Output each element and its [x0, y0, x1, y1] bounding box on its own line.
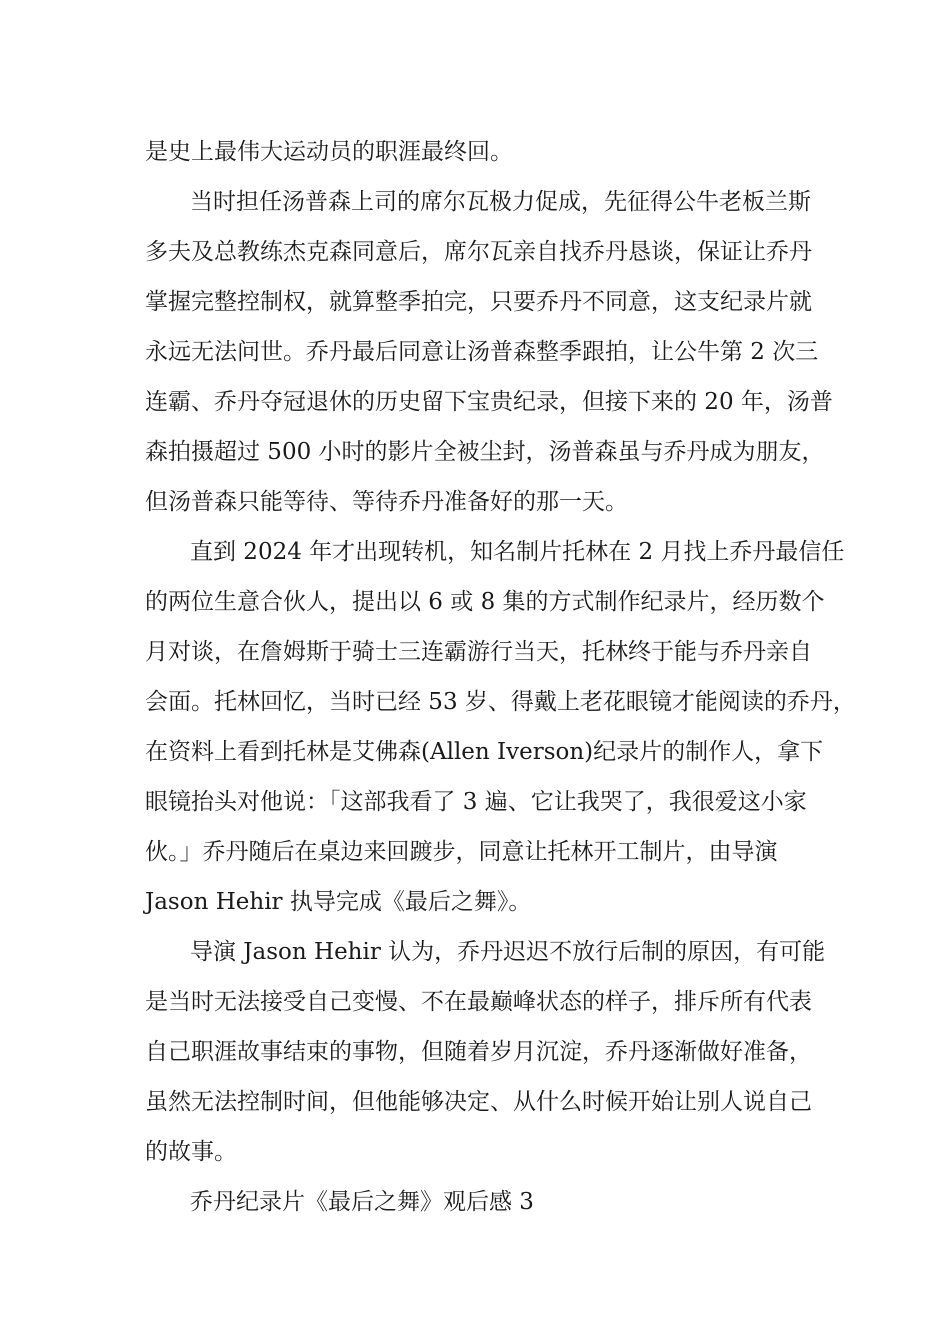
- text-line: 会面。托林回忆，当时已经 53 岁、得戴上老花眼镜才能阅读的乔丹，: [145, 689, 856, 715]
- section-heading: 乔丹纪录片《最后之舞》观后感 3: [190, 1189, 534, 1215]
- paragraph-first-line: 导演 Jason Hehir 认为，乔丹迟迟不放行后制的原因，有可能: [190, 939, 826, 965]
- text-line: 连霸、乔丹夺冠退休的历史留下宝贵纪录，但接下来的 20 年，汤普: [145, 389, 833, 415]
- text-line: 是史上最伟大运动员的职涯最终回。: [145, 139, 513, 165]
- text-line: 在资料上看到托林是艾佛森(Allen Iverson)纪录片的制作人，拿下: [145, 739, 824, 765]
- text-line: Jason Hehir 执导完成《最后之舞》。: [145, 889, 532, 915]
- text-line: 眼镜抬头对他说：「这部我看了 3 遍、它让我哭了，我很爱这小家: [145, 789, 807, 815]
- text-line: 伙。」乔丹随后在桌边来回踱步，同意让托林开工制片，由导演: [145, 839, 778, 865]
- text-line: 永远无法问世。乔丹最后同意让汤普森整季跟拍，让公牛第 2 次三: [145, 339, 819, 365]
- text-line: 多夫及总教练杰克森同意后，席尔瓦亲自找乔丹恳谈，保证让乔丹: [145, 239, 812, 265]
- text-line: 但汤普森只能等待、等待乔丹准备好的那一天。: [145, 489, 628, 515]
- text-line: 森拍摄超过 500 小时的影片全被尘封，汤普森虽与乔丹成为朋友，: [145, 439, 825, 465]
- text-line: 虽然无法控制时间，但他能够决定、从什么时候开始让别人说自己: [145, 1089, 812, 1115]
- text-line: 掌握完整控制权，就算整季拍完，只要乔丹不同意，这支纪录片就: [145, 289, 812, 315]
- text-line: 是当时无法接受自己变慢、不在最巅峰状态的样子，排斥所有代表: [145, 989, 812, 1015]
- paragraph-first-line: 当时担任汤普森上司的席尔瓦极力促成，先征得公牛老板兰斯: [190, 189, 811, 215]
- text-line: 月对谈，在詹姆斯于骑士三连霸游行当天，托林终于能与乔丹亲自: [145, 639, 812, 665]
- text-line: 自己职涯故事结束的事物，但随着岁月沉淀，乔丹逐渐做好准备，: [145, 1039, 812, 1065]
- text-line: 的故事。: [145, 1139, 237, 1165]
- paragraph-first-line: 直到 2024 年才出现转机，知名制片托林在 2 月找上乔丹最信任: [190, 539, 845, 565]
- text-line: 的两位生意合伙人，提出以 6 或 8 集的方式制作纪录片，经历数个: [145, 589, 825, 615]
